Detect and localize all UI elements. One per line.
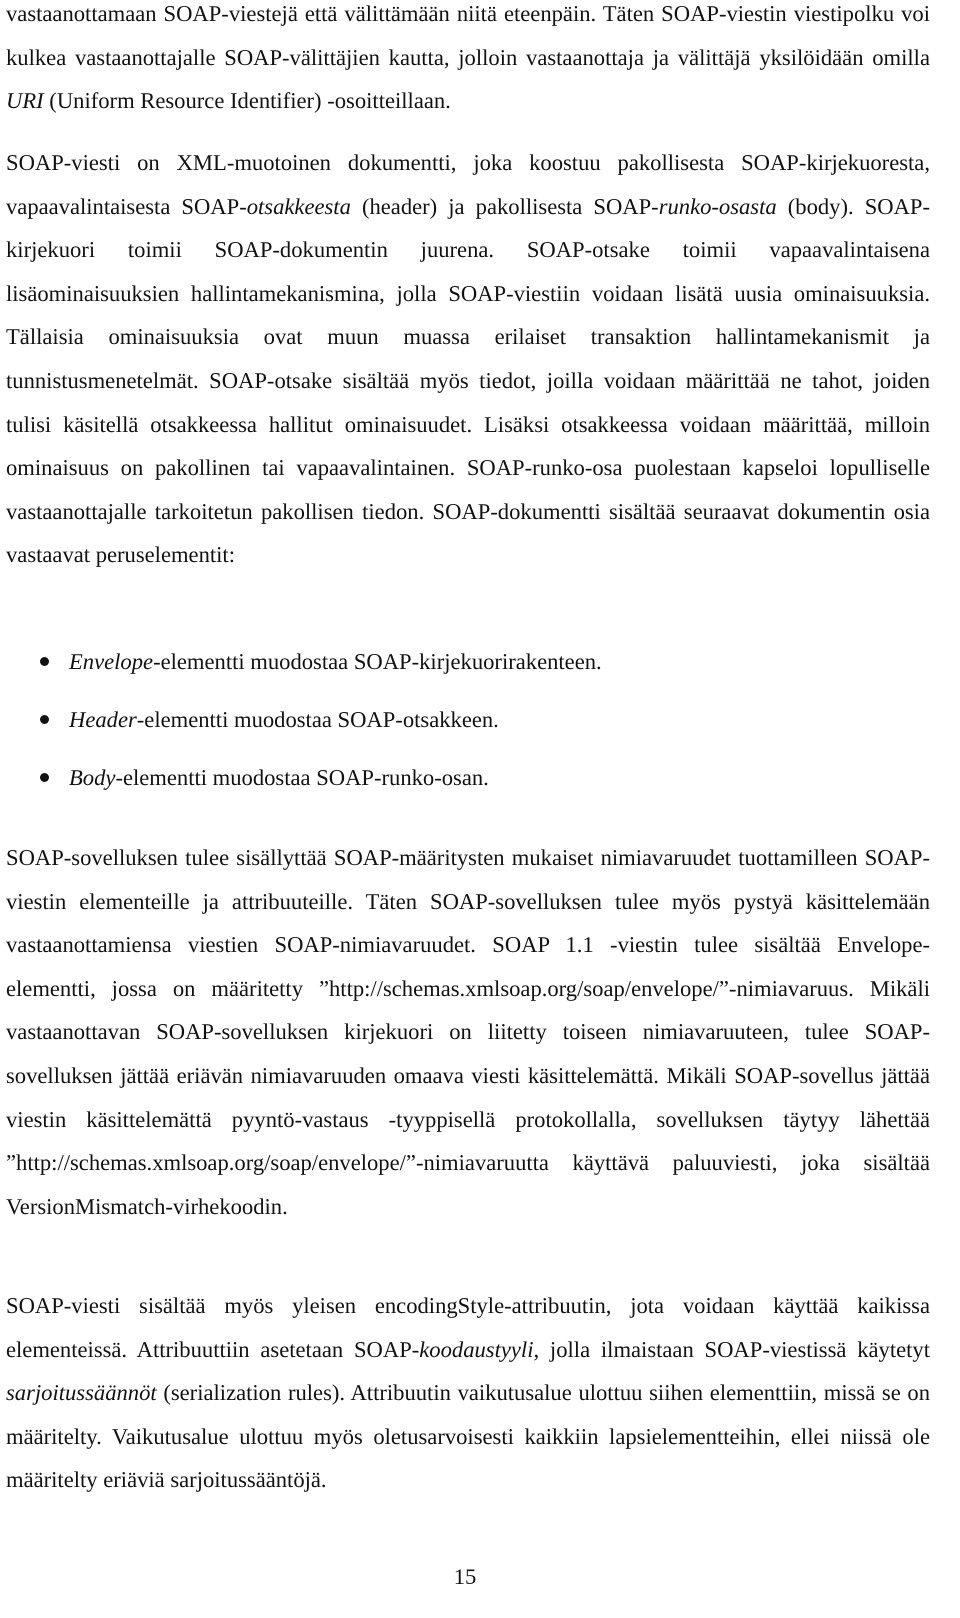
bullet-icon <box>40 773 49 782</box>
page-number: 15 <box>453 1564 477 1589</box>
element-bullet-list <box>6 640 930 814</box>
bullet-icon <box>40 715 49 724</box>
paragraph-4-em-koodaustyyli: koodaustyyli <box>419 1336 534 1362</box>
paragraph-4-text-b: , jolla ilmaistaan SOAP-viestissä käytetyt <box>533 1336 930 1362</box>
paragraph-soap-path <box>6 0 930 123</box>
paragraph-soap-structure <box>6 141 930 577</box>
paragraph-2-em-otsakkeesta: otsakkeesta <box>246 193 351 219</box>
list-item <box>6 756 930 814</box>
bullet-icon <box>40 657 49 666</box>
list-item-text: -elementti muodostaa SOAP-otsakkeen. <box>136 707 499 732</box>
paragraph-1-text-b: (Uniform Resource Identifier) -osoitteillaan. <box>43 88 451 114</box>
list-item <box>6 698 930 756</box>
paragraph-1-text-a: vastaanottamaan SOAP-viestejä että välittämään niitä eteenpäin. Täten SOAP-viestin viestipolku voi kulkea vastaanottajalle SOAP-välittäjien kautta, jolloin vastaanottaja ja välittäjä yksilöidään omilla <box>6 1 930 70</box>
paragraph-2-em-runko-osasta: runko-osasta <box>658 193 777 219</box>
list-item-text: -elementti muodostaa SOAP-runko-osan. <box>115 765 489 790</box>
list-item-text: -elementti muodostaa SOAP-kirjekuorirakenteen. <box>153 649 602 674</box>
paragraph-2-text-c: (body). SOAP-kirjekuori toimii SOAP-dokumentin juurena. SOAP-otsake toimii vapaavalintaisena lisäominaisuuksien hallintamekanismina, jolla SOAP-viestiin voidaan lisätä uusia ominaisuuksia. Tällaisia ominaisuuksia ovat muun muassa erilaiset transaktion hallintamekanismit ja tunnistusmenetelmät. SOAP-otsake sisältää myös tiedot, joilla voidaan määrittää ne tahot, joiden tulisi käsitellä otsakkeessa hallitut ominaisuudet. Lisäksi otsakkeessa voidaan määrittää, milloin ominaisuus on pakollinen tai vapaavalintainen. SOAP-runko-osa puolestaan kapseloi lopulliselle vastaanottajalle tarkoitetun pakollisen tiedon. SOAP-dokumentti sisältää seuraavat dokumentin osia vastaavat peruselementit: <box>6 193 931 568</box>
paragraph-2-text-a: SOAP-viesti on XML-muotoinen dokumentti, joka koostuu pakollisesta SOAP-kirjekuoresta, vapaavalintaisesta SOAP- <box>6 150 930 219</box>
paragraph-4-text-c: (serialization rules). Attribuutin vaikutusalue ulottuu siihen elementtiin, missä se on määritelty. Vaikutusalue ulottuu myös oletusarvoisesti kaikkiin lapsielementteihin, ellei niissä ole määritelty eriäviä sarjoitussääntöjä. <box>6 1380 930 1493</box>
paragraph-namespaces: SOAP-sovelluksen tulee sisällyttää SOAP-määritysten mukaiset nimiavaruudet tuottamilleen SOAP-viestin elementeille ja attribuuteille. Täten SOAP-sovelluksen tulee myös pystyä käsittelemään vastaanottamiensa viestien SOAP-nimiavaruudet. SOAP 1.1 -viestin tulee sisältää Envelope-elementti, jossa on määritetty ”http://schemas.xmlsoap.org/soap/envelope/”-nimiavaruus. Mikäli vastaanottavan SOAP-sovelluksen kirjekuori on liitetty toiseen nimiavaruuteen, tulee SOAP-sovelluksen jättää eriävän nimiavaruuden omaava viesti käsittelemättä. Mikäli SOAP-sovellus jättää viestin käsittelemättä pyyntö-vastaus -tyyppisellä protokollalla, sovelluksen täytyy lähettää ”http://schemas.xmlsoap.org/soap/envelope/”-nimiavaruutta käyttävä paluuviesti, joka sisältää VersionMismatch-virhekoodin. <box>6 845 930 1219</box>
paragraph-1-em-uri: URI <box>6 88 44 114</box>
list-item-term: Envelope <box>69 649 154 674</box>
paragraph-encoding-style <box>6 1284 930 1502</box>
list-item-term: Header <box>69 707 137 732</box>
list-item-term: Body <box>69 765 116 790</box>
paragraph-4-text-a: SOAP-viesti sisältää myös yleisen encodingStyle-attribuutin, jota voidaan käyttää kaikissa elementeissä. Attribuuttiin asetetaan SOAP- <box>6 1293 930 1362</box>
paragraph-4-em-sarjoitussaannot: sarjoitussäännöt <box>6 1380 157 1406</box>
list-item <box>6 640 930 698</box>
paragraph-2-text-b: (header) ja pakollisesta SOAP- <box>350 193 659 219</box>
